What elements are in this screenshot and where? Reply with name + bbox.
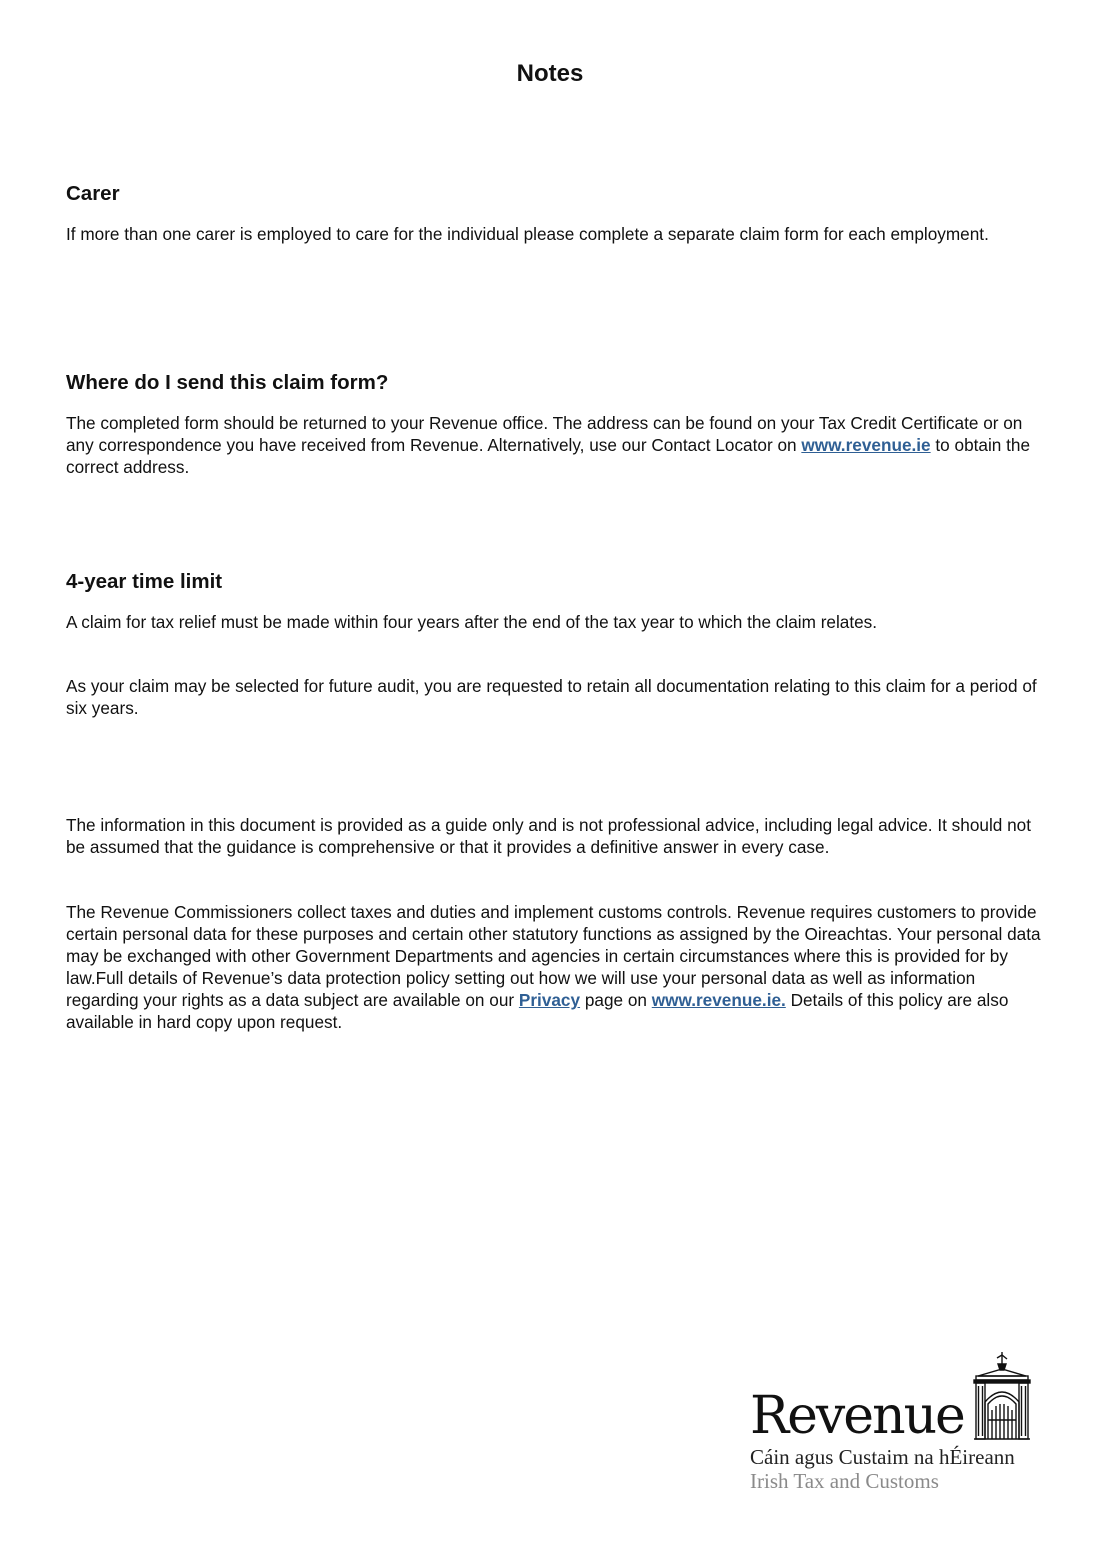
revenue-website-link-2[interactable]: www.revenue.ie. — [651, 990, 786, 1010]
carer-section — [66, 181, 1041, 245]
send-section — [66, 370, 1041, 478]
privacy-text-mid: page on — [580, 990, 652, 1010]
privacy-text-end: Details of this policy are also available in hard copy upon request. — [66, 990, 1009, 1032]
audit-retention-text: As your claim may be selected for future audit, you are requested to retain all documentation relating to this claim for a period of six years. — [66, 676, 1037, 718]
privacy-text-start: The Revenue Commissioners collect taxes and duties and implement customs controls. Revenue requires customers to provide certain personal data for these purposes and certain other statutory functions as assigned by the Oireachtas. Your personal data may be exchanged with other Government Departments and agencies in certain circumstances where this is provided for by law.Full details of Revenue’s data protection policy setting out how we will use your personal data as well as information regarding your rights as a data subject are available on our — [66, 902, 1041, 1010]
time-limit-text: A claim for tax relief must be made within four years after the end of the tax year to which the claim relates. — [66, 612, 878, 632]
send-text-end: to obtain the correct address. — [66, 435, 1031, 477]
privacy-section — [66, 901, 1041, 1033]
revenue-logo — [748, 1350, 1048, 1500]
privacy-link[interactable]: Privacy — [518, 990, 581, 1010]
privacy-text — [66, 901, 1041, 1033]
logo-english-tagline: Irish Tax and Customs — [750, 1469, 939, 1493]
logo-wordmark: Revenue — [750, 1386, 964, 1446]
send-text — [66, 412, 1041, 478]
disclaimer-section — [66, 814, 1041, 858]
revenue-website-link[interactable]: www.revenue.ie — [801, 435, 931, 455]
time-limit-heading: 4-year time limit — [66, 570, 223, 593]
carer-text: If more than one carer is employed to care for the individual please complete a separate claim form for each employment. — [66, 224, 989, 244]
time-limit-section — [66, 569, 1041, 719]
logo-irish-tagline: Cáin agus Custaim na hÉireann — [750, 1445, 1015, 1469]
custom-house-gate-icon — [972, 1350, 1032, 1442]
carer-heading: Carer — [66, 182, 120, 205]
send-heading: Where do I send this claim form? — [66, 371, 389, 394]
disclaimer-text: The information in this document is provided as a guide only and is not professional advice, including legal advice. It should not be assumed that the guidance is comprehensive or that it provides a definitive answer in every case. — [66, 815, 1031, 857]
send-text-start: The completed form should be returned to your Revenue office. The address can be found on your Tax Credit Certificate or on any correspondence you have received from Revenue. Alternatively, use our Contact Locator on — [66, 413, 1023, 455]
page-title: Notes — [516, 60, 584, 87]
